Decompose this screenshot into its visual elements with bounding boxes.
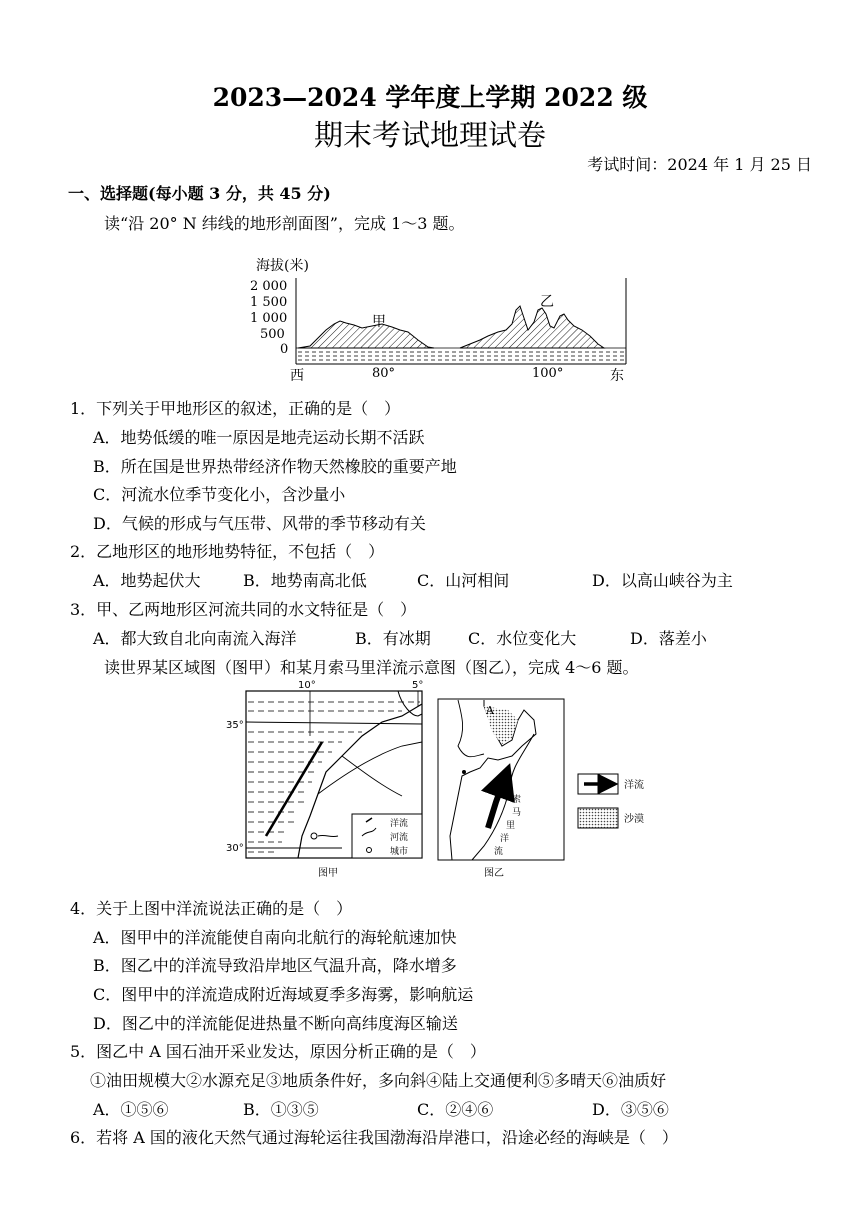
profile-ylabel: 海拔(米): [256, 258, 309, 274]
ytick-2000: 2 000: [250, 279, 288, 294]
q3-option-b: B．有冰期: [355, 629, 431, 648]
exam-time: 考试时间：2024 年 1 月 25 日: [587, 155, 812, 174]
q4-option-b: B．图乙中的洋流导致沿岸地区气温升高，降水增多: [93, 956, 457, 975]
q1-stem: 1．下列关于甲地形区的叙述，正确的是（ ）: [70, 399, 401, 418]
q4-option-a: A．图甲中的洋流能使自南向北航行的海轮航速加快: [93, 928, 457, 947]
ytick-500: 500: [260, 327, 285, 342]
label-west: 西: [290, 368, 304, 384]
exam-title-line2: 期末考试地理试卷: [313, 118, 546, 152]
somali-4: 洋: [500, 834, 510, 844]
ytick-1500: 1 500: [250, 295, 288, 310]
terrain-yi: [460, 306, 604, 348]
legend-river: 河流: [390, 833, 409, 843]
q4-option-c: C．图甲中的洋流造成附近海域夏季多海雾，影响航运: [93, 985, 474, 1004]
q5-items: ①油田规模大②水源充足③地质条件好，多向斜④陆上交通便利⑤多晴天⑥油质好: [90, 1071, 667, 1090]
terrain-profile-figure: [248, 248, 638, 386]
somali-2: 马: [512, 808, 522, 818]
ytick-1000: 1 000: [250, 311, 288, 326]
q3-option-a: A．都大致自北向南流入海洋: [93, 629, 297, 648]
xtick-80: 80°: [372, 366, 396, 381]
lat-35: 35°: [226, 720, 244, 731]
ytick-0: 0: [280, 342, 289, 357]
q2-option-b: B．地势南高北低: [243, 571, 367, 590]
q2-option-d: D．以高山峡谷为主: [592, 571, 733, 590]
q1-option-d: D．气候的形成与气压带、风带的季节移动有关: [93, 514, 426, 533]
legend-city: 城市: [390, 847, 409, 857]
label-yi: 乙: [540, 294, 554, 310]
section-heading: 一、选择题(每小题 3 分，共 45 分): [68, 184, 331, 203]
label-jia: 甲: [372, 314, 386, 330]
intro-1-3: 读“沿 20° N 纬线的地形剖面图”，完成 1～3 题。: [104, 214, 465, 233]
q4-option-d: D．图乙中的洋流能促进热量不断向高纬度海区输送: [93, 1014, 458, 1033]
legend-current: 洋流: [390, 819, 409, 829]
q5-option-d: D．③⑤⑥: [592, 1100, 669, 1119]
q1-option-a: A．地势低缓的唯一原因是地壳运动长期不活跃: [93, 428, 425, 447]
legend2-current: 洋流: [624, 780, 644, 791]
intro-4-6: 读世界某区域图（图甲）和某月索马里洋流示意图（图乙），完成 4～6 题。: [104, 658, 639, 677]
q2-stem: 2．乙地形区的地形地势特征，不包括（ ）: [70, 542, 385, 561]
somali-1: 索: [512, 795, 522, 805]
legend2-desert: 沙漠: [624, 814, 644, 825]
map-figure: [222, 676, 662, 882]
q5-stem: 5．图乙中 A 国石油开采业发达，原因分析正确的是（ ）: [70, 1042, 486, 1061]
q3-stem: 3．甲、乙两地形区河流共同的水文特征是（ ）: [70, 600, 417, 619]
exam-title-line1: 2023—2024 学年度上学期 2022 级: [212, 83, 648, 112]
q2-option-c: C．山河相间: [417, 571, 510, 590]
label-east: 东: [610, 368, 624, 384]
q4-stem: 4．关于上图中洋流说法正确的是（ ）: [70, 899, 353, 918]
q5-option-a: A．①⑤⑥: [93, 1100, 169, 1119]
q5-option-c: C．②④⑥: [417, 1100, 494, 1119]
q3-option-c: C．水位变化大: [468, 629, 577, 648]
q5-option-b: B．①③⑤: [243, 1100, 319, 1119]
q2-option-a: A．地势起伏大: [93, 571, 201, 590]
terrain-jia: [298, 321, 434, 348]
q1-option-c: C．河流水位季节变化小，含沙量小: [93, 485, 346, 504]
lon-10: 10°: [298, 680, 316, 691]
caption-yi: 图乙: [484, 868, 504, 879]
lat-30: 30°: [226, 843, 244, 854]
label-A: A: [486, 704, 494, 717]
xtick-100: 100°: [532, 366, 564, 381]
q1-option-b: B．所在国是世界热带经济作物天然橡胶的重要产地: [93, 457, 457, 476]
q3-option-d: D．落差小: [630, 629, 707, 648]
somali-5: 流: [494, 847, 504, 857]
lon-5: 5°: [412, 680, 424, 691]
q6-stem: 6．若将 A 国的液化天然气通过海轮运往我国渤海沿岸港口，沿途必经的海峡是（ ）: [70, 1128, 678, 1147]
caption-jia: 图甲: [318, 868, 338, 879]
somali-3: 里: [506, 821, 516, 831]
